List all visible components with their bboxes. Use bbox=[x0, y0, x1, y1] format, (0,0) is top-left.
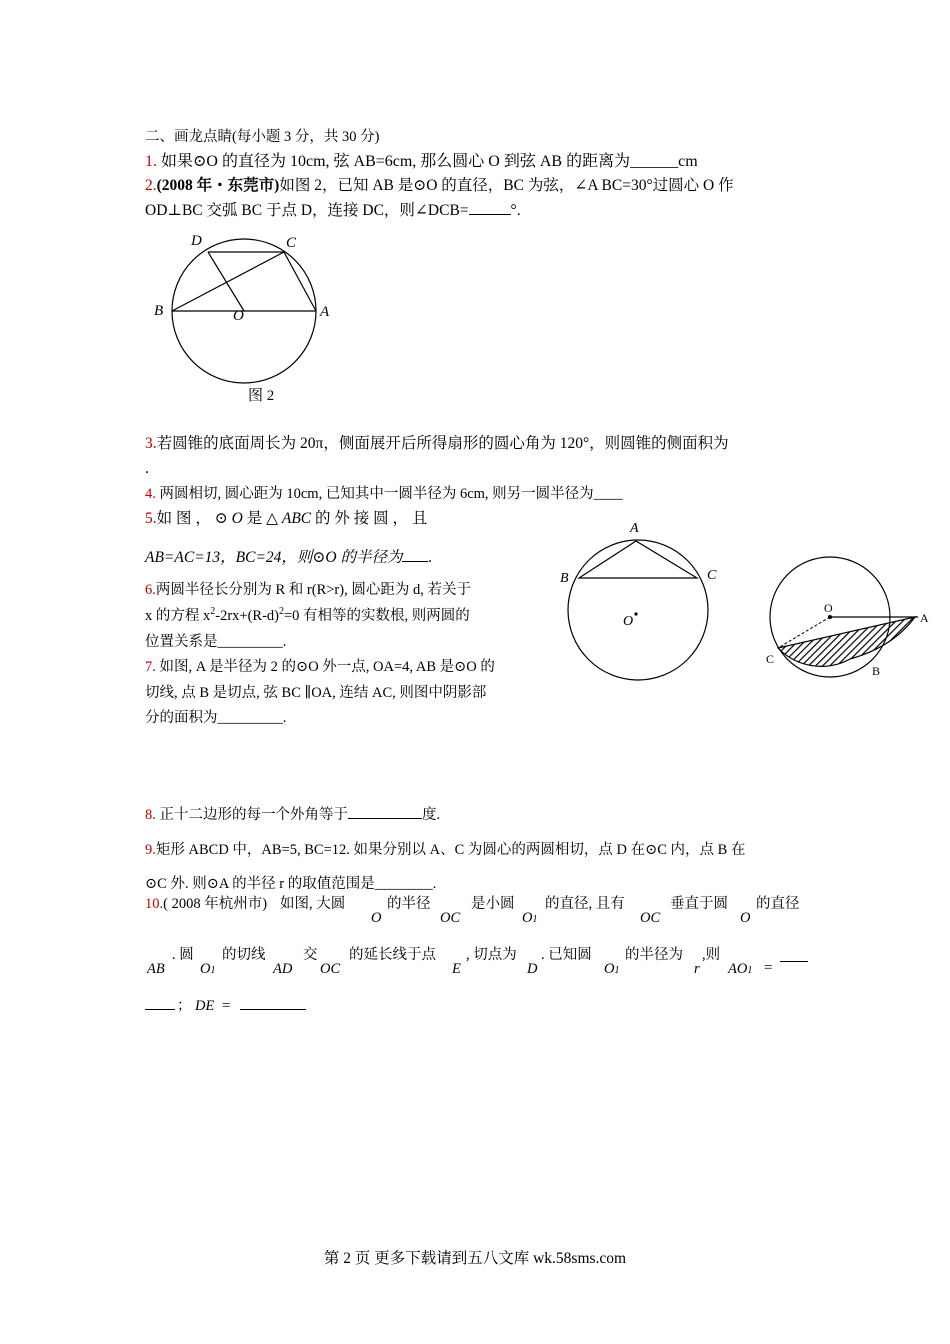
question-2-text-2: OD⊥BC 交弧 BC 于点 D，连接 DC，则∠DCB= bbox=[145, 202, 469, 219]
label-a: A bbox=[320, 304, 330, 320]
answer-blank bbox=[145, 1009, 175, 1010]
center-dot bbox=[828, 615, 832, 619]
q10-o: O bbox=[604, 961, 615, 977]
chord-ca bbox=[284, 252, 316, 311]
question-2-text-2-end: °. bbox=[510, 202, 521, 219]
q10-ao: AO bbox=[728, 961, 748, 977]
answer-blank bbox=[348, 804, 422, 819]
question-4 bbox=[145, 483, 623, 505]
q10-math-o1 bbox=[522, 907, 537, 931]
q10-math-o: O bbox=[740, 910, 751, 926]
question-3-text: 若圆锥的底面周长为 20π，侧面展开后所得扇形的圆心角为 120°，则圆锥的侧面积为 bbox=[156, 435, 729, 452]
q10-math-o1 bbox=[604, 958, 619, 982]
label-b: B bbox=[154, 303, 164, 319]
subscript: 1 bbox=[210, 965, 216, 976]
q10-text: 如图, 大圆 bbox=[280, 896, 346, 912]
subscript: 1 bbox=[747, 965, 753, 976]
circle-o bbox=[568, 540, 708, 680]
q10-text: 交 bbox=[303, 947, 318, 963]
shaded-region bbox=[778, 617, 915, 666]
q10-math-d: D bbox=[527, 961, 538, 977]
question-7-line-1 bbox=[145, 656, 495, 678]
question-9-line-2: ⊙C 外. 则⊙A 的半径 r 的取值范围是________. bbox=[145, 876, 437, 892]
question-6-line-3: 位置关系是_________. bbox=[145, 634, 287, 650]
question-2-source: (2008 年・东莞市) bbox=[156, 177, 280, 194]
q10-math-o1 bbox=[200, 958, 215, 982]
q10-text: 的直径, 且有 bbox=[545, 896, 625, 912]
label-o: O bbox=[623, 614, 634, 629]
question-7-line-3: 分的面积为_________. bbox=[145, 710, 287, 726]
triangle-abc bbox=[579, 541, 697, 578]
question-8-number: 8. bbox=[145, 807, 156, 823]
subscript: 1 bbox=[614, 965, 620, 976]
answer-blank bbox=[402, 547, 428, 562]
question-2-line-2 bbox=[145, 200, 521, 222]
question-5-line-1 bbox=[145, 508, 427, 530]
center-dot bbox=[634, 612, 637, 615]
question-10-line-1 bbox=[145, 893, 267, 915]
figure-q7 bbox=[763, 555, 943, 685]
q10-text: 的延长线于点 bbox=[349, 947, 436, 963]
q10-text: , 切点为 bbox=[466, 947, 517, 963]
question-5-o: O bbox=[231, 510, 243, 527]
q10-math-oc: OC bbox=[640, 910, 661, 926]
q10-text: ,则 bbox=[702, 947, 721, 963]
question-6-line-2 bbox=[145, 605, 470, 627]
q10-text: 的半径 bbox=[387, 896, 431, 912]
q10-text: 是小圆 bbox=[471, 896, 515, 912]
q10-text: ； bbox=[177, 998, 192, 1014]
label-b: B bbox=[560, 571, 569, 586]
q10-math-e: E bbox=[452, 961, 461, 977]
question-9-number: 9. bbox=[145, 842, 156, 858]
label-c: C bbox=[707, 568, 717, 583]
question-3-line-2: . bbox=[145, 460, 149, 477]
label-d: D bbox=[191, 233, 202, 249]
superscript: 2 bbox=[279, 606, 284, 618]
subscript: 1 bbox=[532, 914, 538, 925]
q10-math-ad: AD bbox=[273, 961, 293, 977]
question-8-text: 正十二边形的每一个外角等于 bbox=[155, 807, 348, 823]
question-2-line-1 bbox=[145, 175, 734, 197]
question-6-text-2a: x 的方程 x bbox=[145, 608, 211, 624]
q10-text: . 已知圆 bbox=[541, 947, 592, 963]
label-b: B bbox=[872, 664, 881, 678]
figure-2 bbox=[148, 228, 338, 408]
question-5-text-a: 如 图 ， ⊙ bbox=[156, 510, 228, 527]
question-5-text-c: 的 外 接 圆 ， 且 bbox=[315, 510, 428, 527]
question-7-line-2: 切线, 点 B 是切点, 弦 BC ∥OA, 连结 AC, 则图中阴影部 bbox=[145, 685, 487, 701]
answer-blank bbox=[780, 961, 808, 962]
q10-math-ao1 bbox=[728, 958, 752, 982]
question-1-text: 如果⊙O 的直径为 10cm, 弦 AB=6cm, 那么圆心 O 到弦 AB 的距离为______cm bbox=[157, 153, 698, 170]
question-10-source: ( 2008 年杭州市) bbox=[163, 896, 268, 912]
question-4-number: 4. bbox=[145, 486, 156, 502]
q10-text: 垂直于圆 bbox=[670, 896, 728, 912]
answer-blank bbox=[240, 1009, 306, 1010]
q10-math-oc: OC bbox=[320, 961, 341, 977]
question-8 bbox=[145, 804, 440, 826]
question-5-number: 5. bbox=[145, 510, 157, 527]
figure-q5 bbox=[555, 515, 730, 685]
label-c: C bbox=[766, 652, 775, 666]
superscript: 2 bbox=[210, 606, 216, 618]
question-7-text-1: 如图, A 是半径为 2 的⊙O 外一点, OA=4, AB 是⊙O 的 bbox=[155, 659, 495, 675]
question-1-number: 1. bbox=[145, 153, 157, 170]
label-o: O bbox=[233, 308, 244, 324]
question-3-number: 3. bbox=[145, 435, 157, 452]
chord-bc bbox=[172, 252, 284, 311]
question-6-text-1: 两圆半径长分别为 R 和 r(R>r), 圆心距为 d, 若关于 bbox=[155, 582, 471, 598]
section-title: 二、画龙点睛(每小题 3 分，共 30 分) bbox=[145, 129, 380, 145]
q10-math-ab: AB bbox=[147, 961, 165, 977]
q10-math-de: DE bbox=[195, 998, 215, 1014]
question-5-text-2-end: . bbox=[428, 549, 433, 566]
question-6-number: 6. bbox=[145, 582, 156, 598]
q10-text: 的切线 bbox=[222, 947, 266, 963]
question-5-abc: ABC bbox=[281, 510, 312, 527]
q10-math-o: O bbox=[371, 910, 382, 926]
question-2-number: 2. bbox=[145, 177, 157, 194]
question-1 bbox=[145, 151, 698, 173]
q10-o: O bbox=[200, 961, 211, 977]
question-6-text-2b: -2rx+(R-d) bbox=[215, 608, 279, 624]
label-c: C bbox=[286, 235, 297, 251]
question-4-text: 两圆相切, 圆心距为 10cm, 已知其中一圆半径为 6cm, 则另一圆半径为____ bbox=[155, 486, 623, 502]
q10-text: . 圆 bbox=[172, 947, 194, 963]
question-8-end: 度. bbox=[422, 807, 441, 823]
question-2-text-1: 如图 2，已知 AB 是⊙O 的直径，BC 为弦，∠A BC=30°过圆心 O 作 bbox=[279, 177, 734, 194]
question-10-number: 10. bbox=[145, 896, 164, 912]
label-o: O bbox=[824, 601, 833, 615]
page-footer: 第 2 页 更多下载请到五八文库 wk.58sms.com bbox=[323, 1250, 627, 1267]
figure-2-caption: 图 2 bbox=[248, 388, 275, 404]
q10-equals: = bbox=[222, 998, 231, 1014]
q10-o: O bbox=[522, 910, 533, 926]
question-6-text-2c: =0 有相等的实数根, 则两圆的 bbox=[284, 608, 470, 624]
q10-math-oc: OC bbox=[440, 910, 461, 926]
question-9-line-1 bbox=[145, 839, 745, 861]
segment-od bbox=[208, 252, 244, 311]
q10-text: 的半径为 bbox=[625, 947, 683, 963]
q10-math-r: r bbox=[694, 961, 700, 977]
q10-equals: = bbox=[764, 960, 773, 976]
question-3-line-1 bbox=[145, 433, 729, 455]
label-a: A bbox=[920, 611, 929, 625]
question-5-text-2: AB=AC=13，BC=24，则⊙O 的半径为 bbox=[145, 549, 403, 566]
question-5-line-2 bbox=[145, 547, 432, 569]
label-a: A bbox=[630, 521, 639, 536]
question-5-text-b: 是 △ bbox=[246, 510, 278, 527]
q10-text: 的直径 bbox=[756, 896, 800, 912]
answer-blank bbox=[469, 200, 511, 215]
question-6-line-1 bbox=[145, 579, 471, 601]
question-7-number: 7. bbox=[145, 659, 156, 675]
question-9-text-1: 矩形 ABCD 中，AB=5, BC=12. 如果分别以 A、C 为圆心的两圆相切，点 D 在⊙C 内，点 B 在 bbox=[155, 842, 746, 858]
